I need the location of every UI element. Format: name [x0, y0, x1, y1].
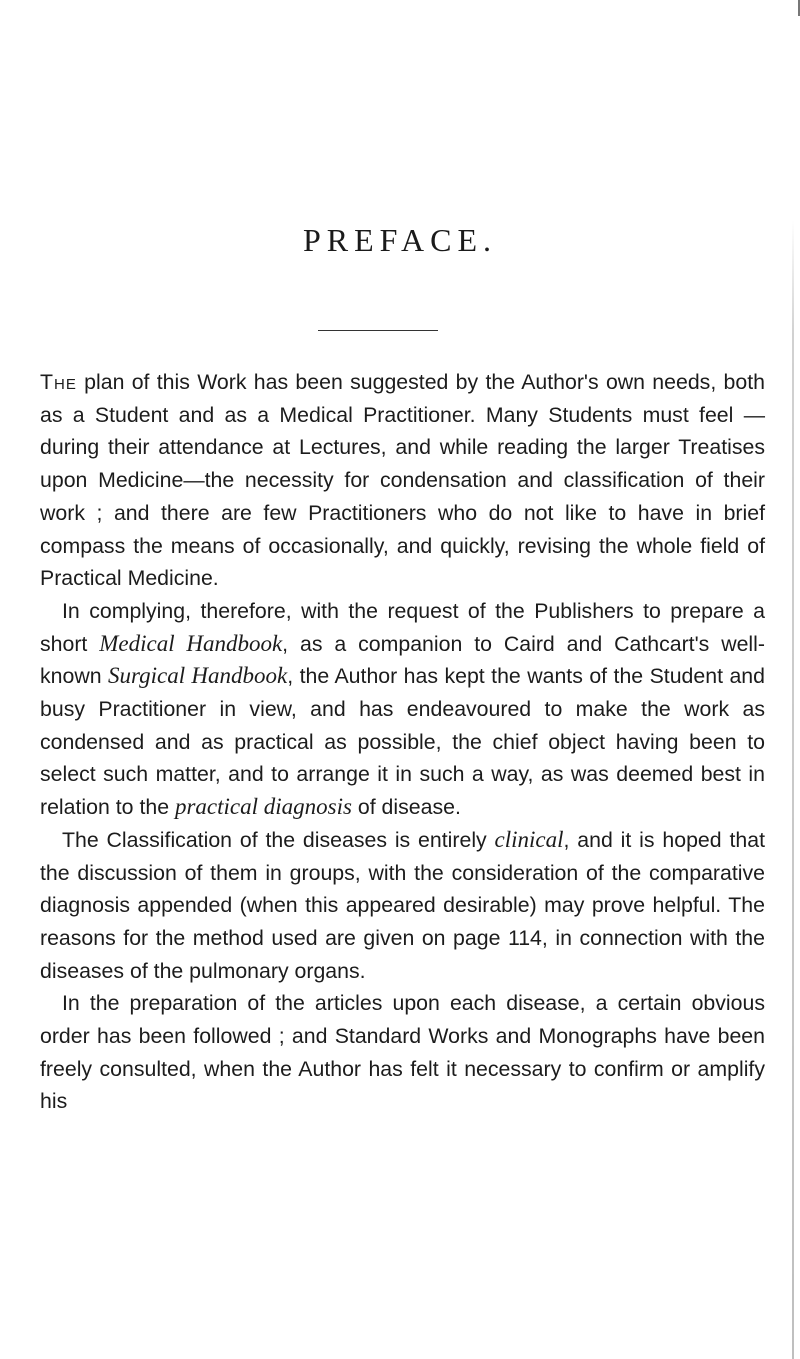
paragraph-1-text: plan of this Work has been suggested by the Author's own needs, both as a Student and as a Medical Practitioner. Many Students must feel — during their attendance at Lectures, and while reading the larger Treatises upon Medicine—the necessity for condensation and classification of their work ; and there are few Practitioners who do not like to have in brief compass the means of occasionally, and quickly, revising the whole field of Practical Medicine. — [40, 370, 765, 591]
paragraph-2-italic-c: practical diagnosis — [174, 794, 352, 820]
paragraph-4-text: In the preparation of the articles upon each disease, a certain obvious order has been followed ; and Standard Works and Monographs have been freely consulted, when the Author has felt it necessary to confirm or amplify his — [40, 991, 765, 1114]
paragraph-4 — [40, 987, 765, 1118]
paragraph-2 — [40, 595, 765, 824]
preface-body — [40, 366, 765, 1118]
paragraph-2-text-c: , the Author has kept the wants of the Student and busy Practitioner in view, and has endeavoured to make the work as condensed and as practical as possible, the chief object having been to select such matter, and to arrange it in such a way, as was deemed best in relation to the — [40, 664, 765, 820]
page-edge-shadow — [792, 220, 794, 1359]
paragraph-3-italic-a: clinical — [494, 826, 564, 852]
paragraph-2-italic-a: Medical Handbook — [99, 630, 283, 656]
paragraph-2-text-b: , as a companion to Caird and Cathcart's well-known — [40, 631, 765, 689]
title-rule — [318, 330, 438, 331]
paragraph-2-text-a: In complying, therefore, with the request of the Publishers to prepare a short — [40, 598, 765, 656]
paragraph-2-text-d: of disease. — [351, 795, 461, 820]
paragraph-2-italic-b: Surgical Handbook — [108, 663, 288, 689]
page-title: PREFACE. — [302, 222, 498, 258]
paragraph-1 — [40, 366, 765, 595]
paragraph-3-text-a: The Classification of the diseases is entirely — [62, 827, 495, 852]
paragraph-3-text-b: , and it is hoped that the discussion of them in groups, with the consideration of the comparative diagnosis appended (when this appeared desirable) may prove helpful. The reasons for the method used are given on page 114, in connection with the diseases of the pulmonary organs. — [40, 827, 765, 983]
paragraph-1-lead: The — [40, 370, 77, 394]
page-corner-mark — [788, 0, 800, 16]
paragraph-3 — [40, 824, 765, 988]
